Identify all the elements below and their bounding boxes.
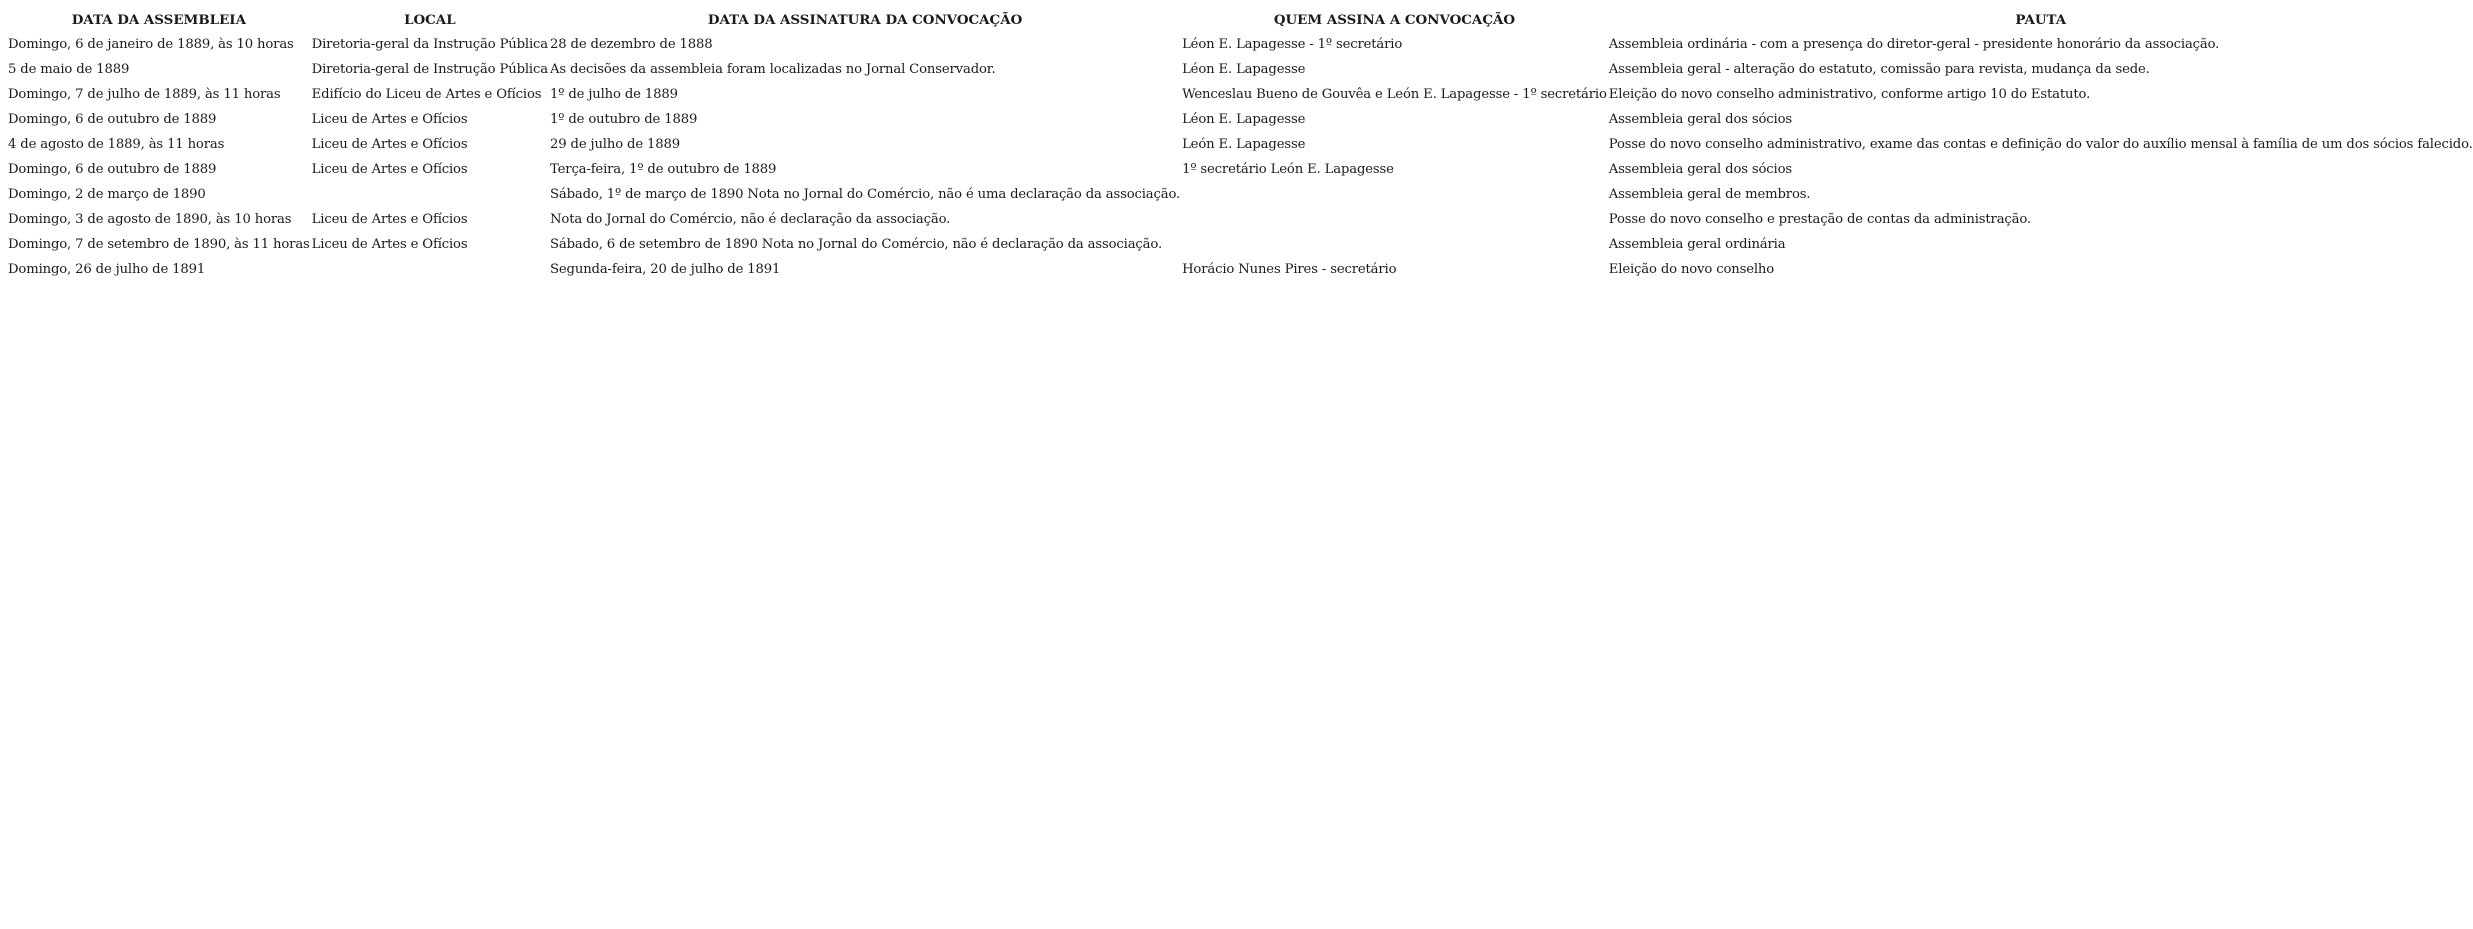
- table-cell[interactable]: Assembleia geral - alteração do estatuto, comissão para revista, mudança da sede.: [1608, 62, 2150, 77]
- table-cell[interactable]: Assembleia geral ordinária: [1608, 237, 1786, 252]
- table-cell[interactable]: 1º de outubro de 1889: [550, 112, 698, 127]
- header-pauta[interactable]: PAUTA: [2015, 11, 2067, 28]
- header-quem-assina[interactable]: QUEM ASSINA A CONVOCAÇÃO: [1273, 11, 1516, 28]
- table-cell[interactable]: Léon E. Lapagesse - 1º secretário: [1182, 37, 1403, 52]
- table-cell[interactable]: 28 de dezembro de 1888: [550, 37, 713, 52]
- table-cell[interactable]: Liceu de Artes e Ofícios: [311, 112, 468, 127]
- table-cell[interactable]: Assembleia ordinária - com a presença do diretor-geral - presidente honorário da associação.: [1608, 37, 2220, 52]
- table-cell[interactable]: [1180, 232, 1607, 257]
- table-cell[interactable]: Edifício do Liceu de Artes e Ofícios: [311, 87, 542, 102]
- table-cell[interactable]: Posse do novo conselho administrativo, exame das contas e definição do valor do auxílio mensal à família de um dos sócios falecido.: [1608, 137, 2473, 152]
- table-cell[interactable]: Nota do Jornal do Comércio, não é declaração da associação.: [550, 212, 951, 227]
- table-cell[interactable]: Posse do novo conselho e prestação de contas da administração.: [1608, 212, 2031, 227]
- header-local[interactable]: LOCAL: [404, 11, 456, 28]
- table-cell[interactable]: Assembleia geral dos sócios: [1608, 112, 1793, 127]
- table-cell[interactable]: Segunda-feira, 20 de julho de 1891: [550, 262, 781, 277]
- table-row: [6, 157, 2473, 182]
- table-cell[interactable]: Sábado, 6 de setembro de 1890 Nota no Jornal do Comércio, não é declaração da associação.: [550, 237, 1162, 252]
- table-cell[interactable]: [310, 182, 548, 207]
- spreadsheet-sheet: [6, 7, 2473, 282]
- table-cell[interactable]: [310, 257, 548, 282]
- table-row: [6, 32, 2473, 57]
- table-cell[interactable]: Terça-feira, 1º de outubro de 1889: [550, 162, 777, 177]
- table-cell[interactable]: Diretoria-geral de Instrução Pública: [311, 62, 548, 77]
- table-cell[interactable]: Wenceslau Bueno de Gouvêa e León E. Lapagesse - 1º secretário: [1182, 87, 1607, 102]
- header-row: [6, 7, 2473, 32]
- table-row: [6, 232, 2473, 257]
- table-cell[interactable]: Assembleia geral de membros.: [1608, 187, 1811, 202]
- table-row: [6, 107, 2473, 132]
- table-cell[interactable]: Sábado, 1º de março de 1890 Nota no Jornal do Comércio, não é uma declaração da associação.: [550, 187, 1181, 202]
- table-row: [6, 207, 2473, 232]
- table-cell[interactable]: Liceu de Artes e Ofícios: [311, 137, 468, 152]
- table-cell[interactable]: Eleição do novo conselho: [1608, 262, 1775, 277]
- table-cell[interactable]: 29 de julho de 1889: [550, 137, 681, 152]
- table-cell[interactable]: 1º secretário León E. Lapagesse: [1182, 162, 1394, 177]
- table-cell[interactable]: Diretoria-geral da Instrução Pública: [311, 37, 549, 52]
- assembly-table: [6, 7, 2473, 282]
- table-cell[interactable]: Domingo, 6 de outubro de 1889: [8, 112, 217, 127]
- table-cell[interactable]: Domingo, 6 de janeiro de 1889, às 10 horas: [8, 37, 294, 52]
- table-row: [6, 132, 2473, 157]
- table-cell[interactable]: As decisões da assembleia foram localizadas no Jornal Conservador.: [550, 62, 996, 77]
- table-cell[interactable]: Domingo, 3 de agosto de 1890, às 10 horas: [8, 212, 292, 227]
- table-cell[interactable]: Assembleia geral dos sócios: [1608, 162, 1793, 177]
- header-data-da-assinatura[interactable]: DATA DA ASSINATURA DA CONVOCAÇÃO: [707, 11, 1023, 28]
- table-cell[interactable]: Liceu de Artes e Ofícios: [311, 212, 468, 227]
- table-cell[interactable]: Léon E. Lapagesse: [1182, 112, 1306, 127]
- table-cell[interactable]: Liceu de Artes e Ofícios: [311, 237, 468, 252]
- table-row: [6, 182, 2473, 207]
- header-data-da-assembleia[interactable]: DATA DA ASSEMBLEIA: [71, 11, 246, 28]
- table-cell[interactable]: Domingo, 26 de julho de 1891: [8, 262, 206, 277]
- table-cell[interactable]: Liceu de Artes e Ofícios: [311, 162, 468, 177]
- table-cell[interactable]: Léon E. Lapagesse: [1182, 62, 1306, 77]
- table-cell[interactable]: Domingo, 7 de setembro de 1890, às 11 horas: [8, 237, 310, 252]
- table-cell[interactable]: Domingo, 6 de outubro de 1889: [8, 162, 217, 177]
- table-cell[interactable]: 4 de agosto de 1889, às 11 horas: [8, 137, 225, 152]
- table-cell[interactable]: Domingo, 2 de março de 1890: [8, 187, 206, 202]
- table-row: [6, 257, 2473, 282]
- table-row: [6, 82, 2473, 107]
- table-cell[interactable]: León E. Lapagesse: [1182, 137, 1306, 152]
- table-cell[interactable]: 1º de julho de 1889: [550, 87, 678, 102]
- table-row: [6, 57, 2473, 82]
- table-cell[interactable]: Eleição do novo conselho administrativo, conforme artigo 10 do Estatuto.: [1608, 87, 2091, 102]
- table-cell[interactable]: [1180, 207, 1607, 232]
- table-cell[interactable]: 5 de maio de 1889: [8, 62, 130, 77]
- table-cell[interactable]: Horácio Nunes Pires - secretário: [1182, 262, 1397, 277]
- table-cell[interactable]: Domingo, 7 de julho de 1889, às 11 horas: [8, 87, 281, 102]
- table-cell[interactable]: [1180, 182, 1607, 207]
